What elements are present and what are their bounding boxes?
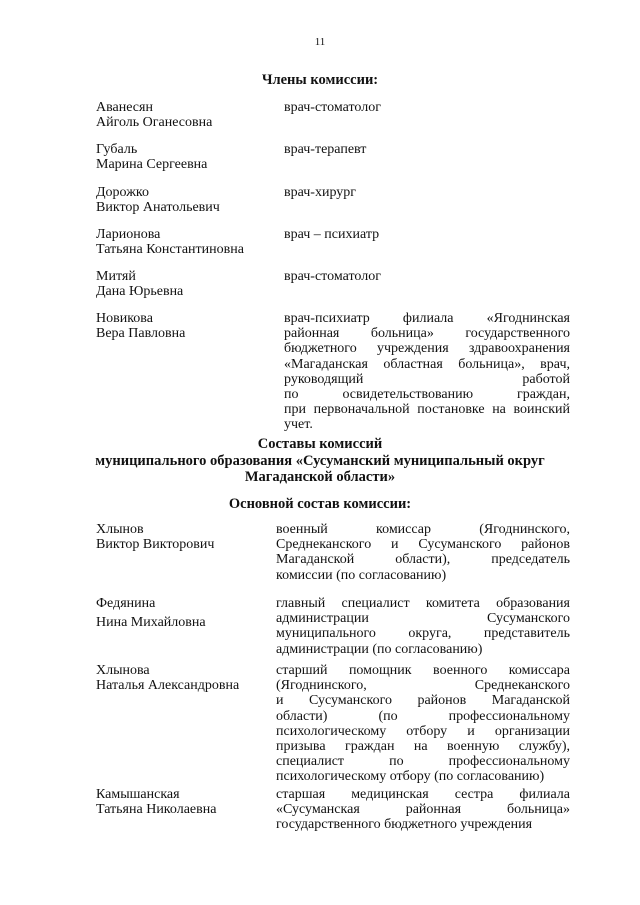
role-line: (Ягоднинского, Среднеканского	[276, 678, 570, 694]
role-line: «Сусуманская районная больница»	[276, 802, 570, 818]
role-line: психологическому отбору и организации	[276, 723, 570, 739]
surname: Хлынова	[96, 663, 150, 678]
role-line: врач – психиатр	[284, 227, 380, 242]
person-name	[96, 522, 214, 552]
role-line: бюджетного учреждения здравоохранения	[284, 341, 570, 357]
given-names: Виктор Викторович	[96, 537, 215, 553]
compositions-heading-line: Составы комиссий	[257, 436, 383, 452]
person-role	[284, 269, 570, 284]
given-names: Виктор Анатольевич	[96, 200, 220, 216]
person-name	[96, 311, 185, 341]
person-role	[284, 311, 570, 433]
role-line: области) (по профессиональному	[276, 708, 570, 724]
person-name	[96, 787, 216, 817]
person-name	[96, 596, 206, 630]
compositions-heading	[0, 436, 640, 486]
person-name	[96, 269, 183, 299]
person-name	[96, 227, 244, 257]
surname: Камышанская	[96, 787, 180, 802]
person-role	[284, 185, 570, 200]
role-line: старший помощник военного комиссара	[276, 663, 570, 678]
person-role	[284, 142, 570, 157]
role-line: старшая медицинская сестра филиала	[276, 787, 570, 802]
role-line: по освидетельствованию граждан,	[284, 387, 570, 403]
role-line: государственного бюджетного учреждения	[276, 817, 533, 833]
role-line: психологическому отбору (по согласованию)	[276, 769, 545, 785]
person-name	[96, 185, 220, 215]
role-line: врач-стоматолог	[284, 269, 381, 284]
role-line: учет.	[284, 417, 313, 433]
role-line: главный специалист комитета образования	[276, 596, 570, 611]
role-line: Среднеканского и Сусуманского районов	[276, 537, 570, 553]
surname: Губаль	[96, 142, 138, 157]
role-line: врач-хирург	[284, 185, 357, 200]
given-names: Айголь Оганесовна	[96, 115, 213, 131]
role-line: комиссии (по согласованию)	[276, 567, 447, 583]
given-names: Дана Юрьевна	[96, 284, 184, 300]
main-composition-heading: Основной состав комиссии:	[228, 496, 412, 512]
role-line: врач-психиатр филиала «Ягоднинская	[284, 311, 570, 326]
person-role	[276, 596, 570, 657]
compositions-heading-line: Магаданской области»	[244, 469, 396, 485]
role-line: администрации (по согласованию)	[276, 641, 483, 657]
role-line: руководящий работой	[284, 371, 570, 387]
surname: Дорожко	[96, 185, 149, 200]
role-line: при первоначальной постановке на воинский	[284, 402, 570, 418]
role-line: Магаданской области), председатель	[276, 552, 570, 568]
given-names: Татьяна Николаевна	[96, 802, 217, 818]
role-line: «Магаданская областная больница», врач,	[284, 356, 570, 372]
person-role	[276, 663, 570, 785]
given-names: Татьяна Константиновна	[96, 242, 244, 258]
given-names: Марина Сергеевна	[96, 157, 208, 173]
role-line: врач-терапевт	[284, 142, 367, 157]
role-line: и Сусуманского районов Магаданской	[276, 693, 570, 709]
surname: Митяй	[96, 269, 136, 284]
person-role	[276, 522, 570, 583]
person-role	[284, 100, 570, 115]
surname: Ларионова	[96, 227, 161, 242]
person-name	[96, 663, 239, 693]
role-line: призыва граждан на военную службу),	[276, 739, 570, 755]
role-line: военный комиссар (Ягоднинского,	[276, 522, 570, 537]
person-name	[96, 142, 207, 172]
given-names: Наталья Александровна	[96, 678, 240, 694]
role-line: специалист по профессиональному	[276, 754, 570, 770]
given-names: Нина Михайловна	[96, 615, 206, 631]
person-name	[96, 100, 212, 130]
surname: Аванесян	[96, 100, 153, 115]
role-line: врач-стоматолог	[284, 100, 381, 115]
surname: Хлынов	[96, 522, 144, 537]
role-line: администрации Сусуманского	[276, 611, 570, 627]
role-line: районная больница» государственного	[284, 326, 570, 342]
person-role	[284, 227, 570, 242]
surname: Новикова	[96, 311, 153, 326]
compositions-heading-line: муниципального образования «Сусуманский муниципальный округ	[95, 452, 545, 469]
page-number: 11	[314, 36, 326, 48]
role-line: муниципального округа, представитель	[276, 626, 570, 642]
members-heading: Члены комиссии:	[261, 72, 379, 88]
given-names: Вера Павловна	[96, 326, 186, 342]
person-role	[276, 787, 570, 833]
surname: Федянина	[96, 596, 156, 611]
